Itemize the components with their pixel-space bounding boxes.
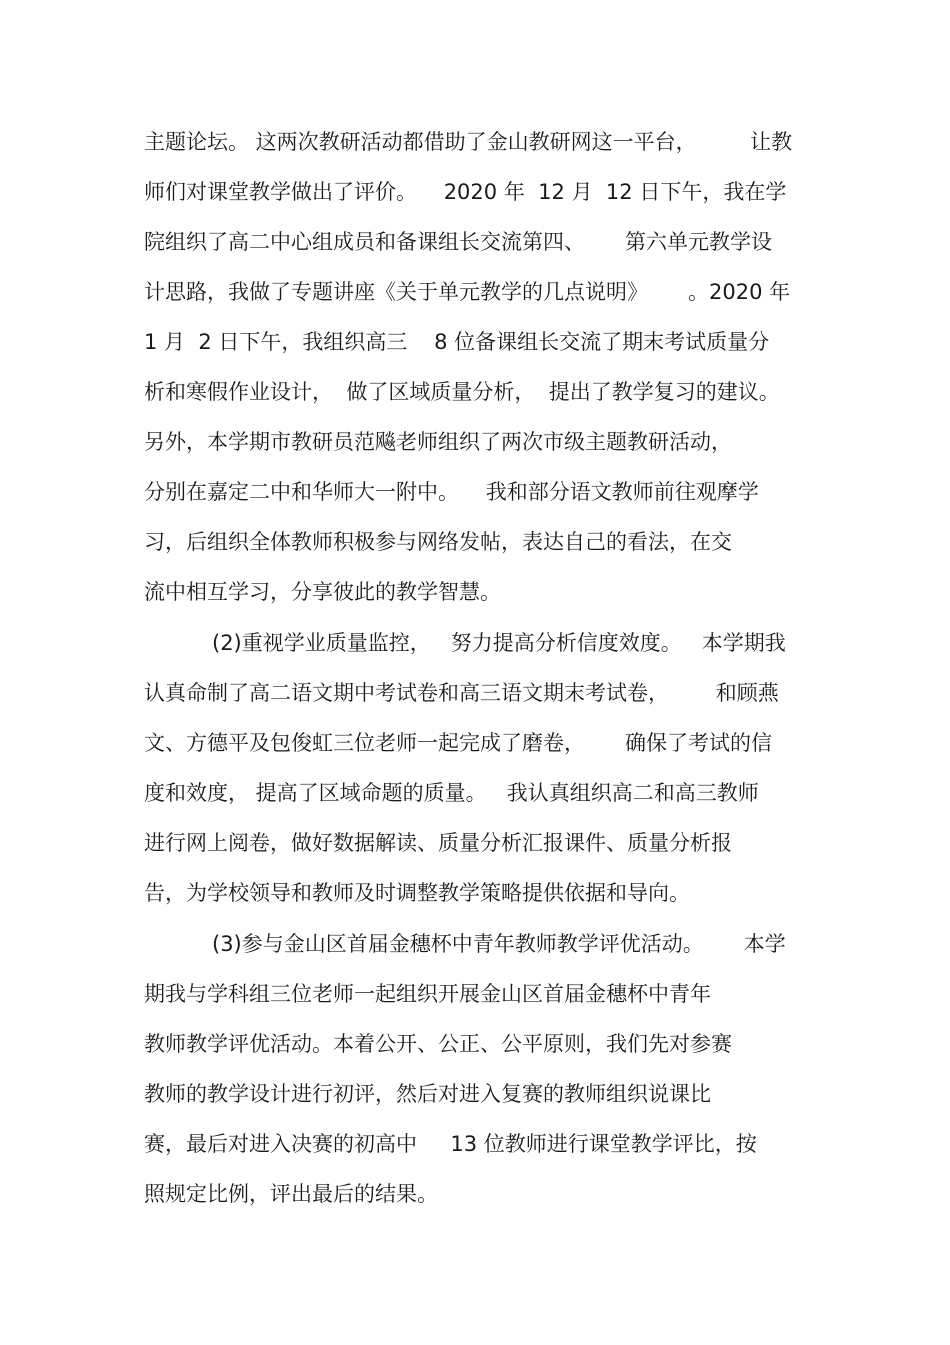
text-line: 赛，最后对进入决赛的初高中 13 位教师进行课堂教学评比，按 (144, 1132, 757, 1156)
text-line: 1 月 2 日下午，我组织高三 8 位备课组长交流了期末考试质量分 (144, 330, 770, 354)
text-line: 师们对课堂教学做出了评价。 2020 年 12 月 12 日下午，我在学 (144, 180, 787, 204)
text-line: 期我与学科组三位老师一起组织开展金山区首届金穗杯中青年 (144, 982, 711, 1006)
text-line: 度和效度， 提高了区域命题的质量。 我认真组织高二和高三教师 (144, 781, 759, 805)
text-line: 主题论坛。 这两次教研活动都借助了金山教研网这一平台， 让教 (144, 130, 793, 154)
text-line: 流中相互学习，分享彼此的教学智慧。 (144, 580, 501, 604)
paragraph-2-first-line: (2)重视学业质量监控， 努力提高分析信度效度。 本学期我 (212, 631, 786, 655)
text-line: 认真命制了高二语文期中考试卷和高三语文期末考试卷， 和顾燕 (144, 681, 779, 705)
text-line: 进行网上阅卷，做好数据解读、质量分析汇报课件、质量分析报 (144, 831, 732, 855)
text-line: 分别在嘉定二中和华师大一附中。 我和部分语文教师前往观摩学 (144, 480, 759, 504)
text-line: 照规定比例，评出最后的结果。 (144, 1182, 438, 1206)
text-line: 另外，本学期市教研员范飚老师组织了两次市级主题教研活动， (144, 430, 732, 454)
text-line: 习，后组织全体教师积极参与网络发帖，表达自己的看法，在交 (144, 530, 732, 554)
text-line: 析和寒假作业设计， 做了区域质量分析， 提出了教学复习的建议。 (144, 380, 780, 404)
text-line: 文、方德平及包俊虹三位老师一起完成了磨卷， 确保了考试的信 (144, 731, 773, 755)
text-line: 告，为学校领导和教师及时调整教学策略提供依据和导向。 (144, 881, 690, 905)
paragraph-3-first-line: (3)参与金山区首届金穗杯中青年教师教学评优活动。 本学 (212, 932, 786, 956)
text-line: 院组织了高二中心组成员和备课组长交流第四、 第六单元教学设 (144, 230, 773, 254)
text-line: 教师教学评优活动。本着公开、公正、公平原则，我们先对参赛 (144, 1032, 732, 1056)
text-line: 教师的教学设计进行初评，然后对进入复赛的教师组织说课比 (144, 1082, 711, 1106)
text-line: 计思路，我做了专题讲座《关于单元教学的几点说明》 。2020 年 (144, 280, 791, 304)
